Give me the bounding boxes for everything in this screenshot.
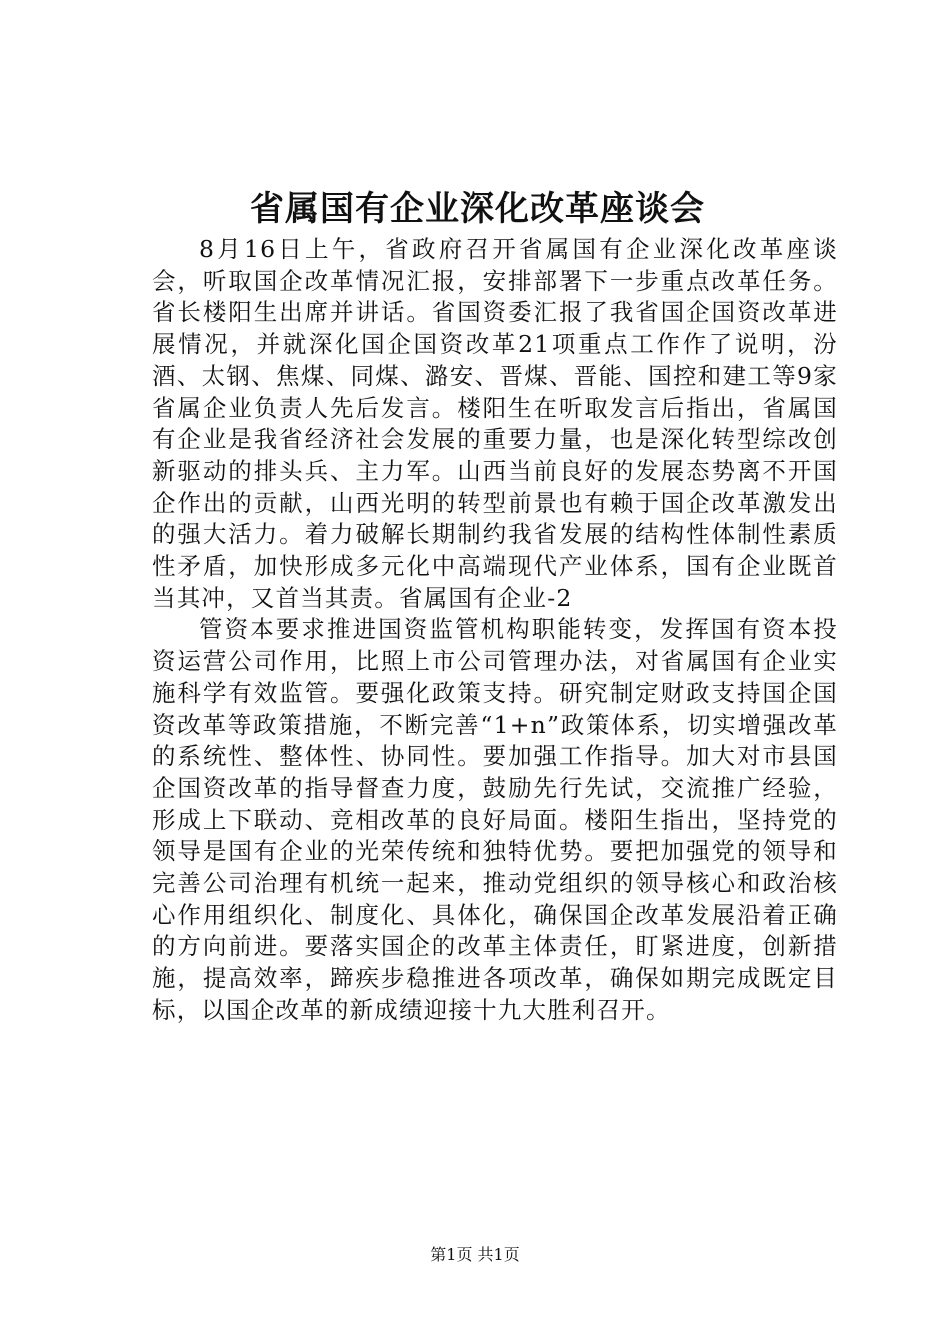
body-paragraph-2: 管资本要求推进国资监管机构职能转变，发挥国有资本投资运营公司作用，比照上市公司管理办法，对省属国有企业实施科学有效监管。要强化政策支持。研究制定财政支持国企国资改革等政策措施，不断完善“1+n”政策体系，切实增强改革的系统性、整体性、协同性。要加强工作指导。加大对市县国企国资改革的指导督查力度，鼓励先行先试，交流推广经验，形成上下联动、竞相改革的良好局面。楼阳生指出，坚持党的领导是国有企业的光荣传统和独特优势。要把加强党的领导和完善公司治理有机统一起来，推动党组织的领导核心和政治核心作用组织化、制度化、具体化，确保国企改革发展沿着正确的方向前进。要落实国企的改革主体责任，盯紧进度，创新措施，提高效率，蹄疾步稳推进各项改革，确保如期完成既定目标，以国企改革的新成绩迎接十九大胜利召开。 xyxy=(152,615,838,1024)
document-title: 省属国有企业深化改革座谈会 xyxy=(250,189,705,229)
page-number-footer: 第1页 共1页 xyxy=(430,1245,520,1264)
document-body xyxy=(152,234,838,1027)
body-paragraph-1: 8月16日上午，省政府召开省属国有企业深化改革座谈会，听取国企改革情况汇报，安排部署下一步重点改革任务。省长楼阳生出席并讲话。省国资委汇报了我省国企国资改革进展情况，并就深化国企国资改革21项重点工作作了说明，汾酒、太钢、焦煤、同煤、潞安、晋煤、晋能、国控和建工等9家省属企业负责人先后发言。楼阳生在听取发言后指出，省属国有企业是我省经济社会发展的重要力量，也是深化转型综改创新驱动的排头兵、主力军。山西当前良好的发展态势离不开国企作出的贡献，山西光明的转型前景也有赖于国企改革激发出的强大活力。着力破解长期制约我省发展的结构性体制性素质性矛盾，加快形成多元化中高端现代产业体系，国有企业既首当其冲，又首当其责。省属国有企业-2 xyxy=(152,235,838,612)
